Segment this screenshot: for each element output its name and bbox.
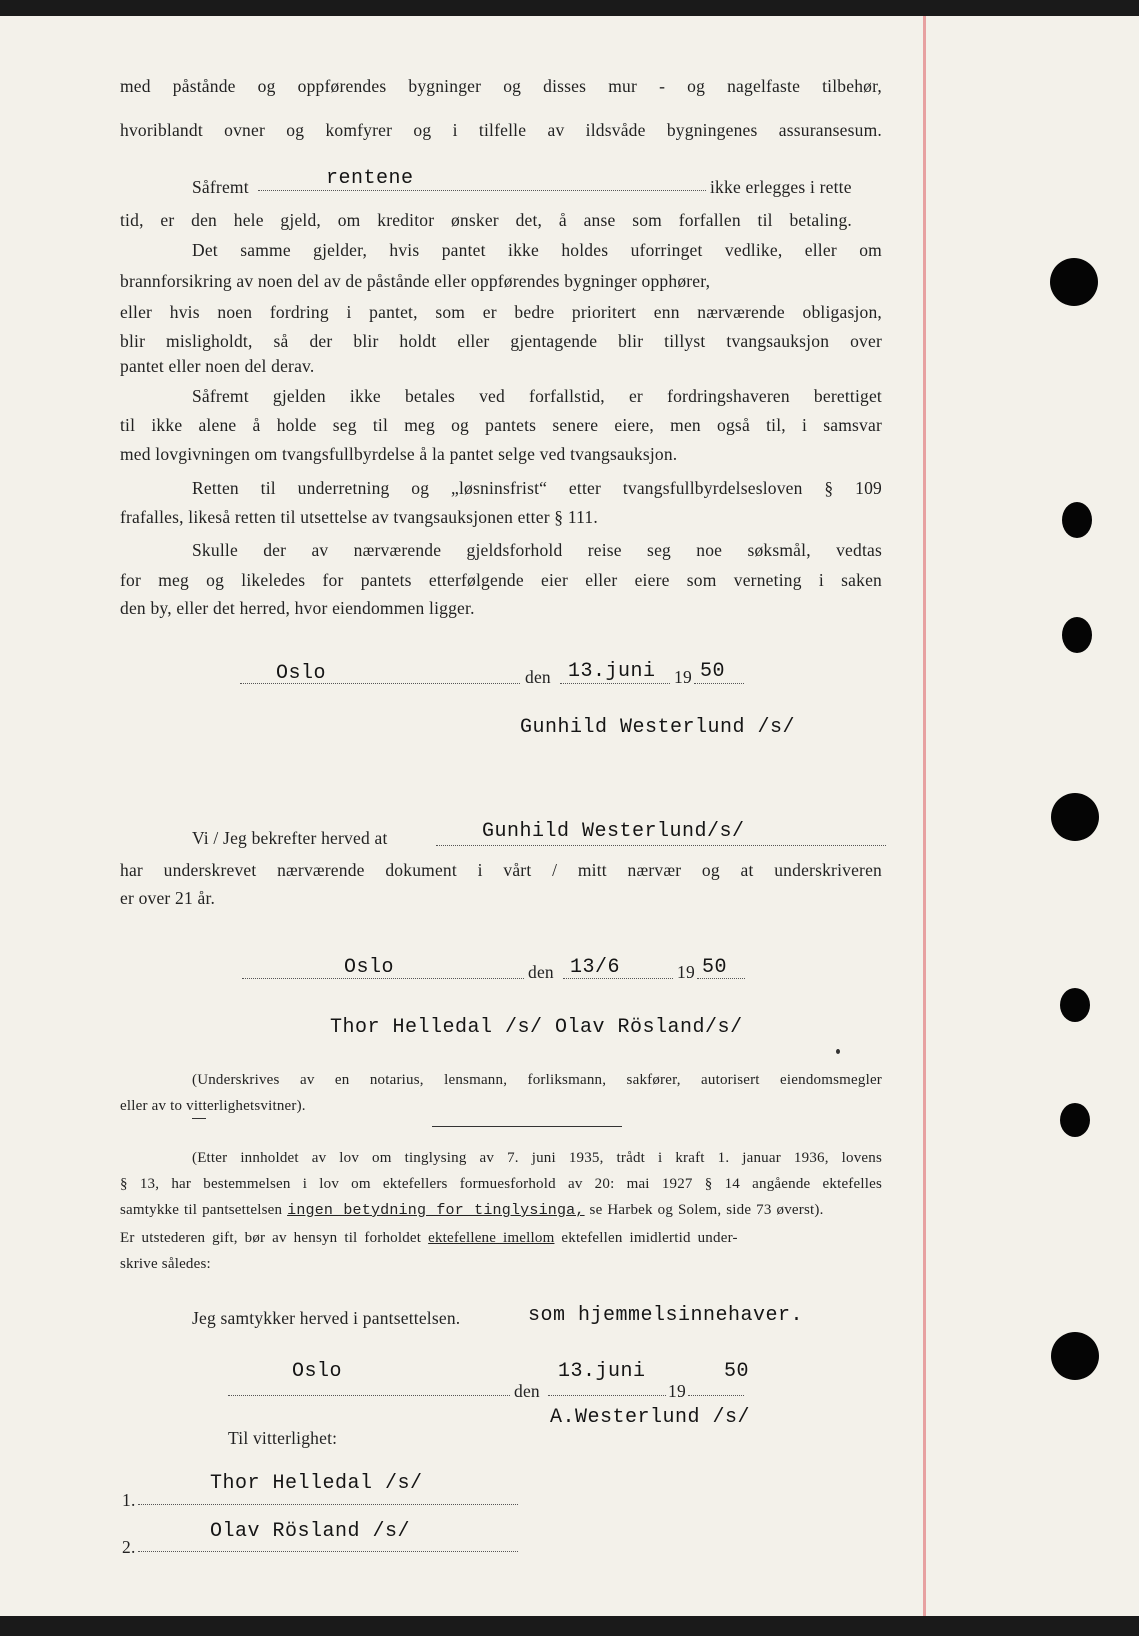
place: Oslo (276, 662, 327, 685)
den-label: den (525, 667, 551, 687)
typed-insert: ingen betydning for tinglysinga, (287, 1202, 585, 1219)
body-line: eller hvis noen fordring i pantet, som er bedre prioritert enn nærværende obligasjon, (120, 302, 882, 322)
note-line (120, 1230, 738, 1247)
margin-rule (923, 16, 926, 1616)
den-label: den (528, 962, 554, 982)
date-line (548, 1395, 666, 1396)
body-line: pantet eller noen del derav. (120, 356, 315, 376)
body-line: blir misligholdt, så der blir holdt eller gjentagende blir tillyst tvangsauksjon over (120, 331, 882, 351)
note-line: § 13, har bestemmelsen i lov om ektefellers formuesforhold av 20: mai 1927 § 14 angående ektefelles (120, 1176, 882, 1192)
signature: Gunhild Westerlund /s/ (520, 716, 796, 739)
year: 50 (724, 1360, 750, 1383)
fill-line (258, 190, 706, 191)
year: 50 (702, 956, 728, 979)
punch-hole (1051, 1332, 1099, 1380)
punch-hole (1051, 793, 1099, 841)
year-prefix: 19 (668, 1381, 686, 1401)
note-line (120, 1202, 824, 1219)
note-text: to (170, 1098, 183, 1114)
den-label: den (514, 1381, 540, 1401)
body-text: Såfremt (192, 177, 249, 197)
body-line: den by, eller det herred, hvor eiendommen ligger. (120, 598, 475, 618)
signature: Thor Helledal /s/ Olav Rösland/s/ (330, 1016, 743, 1039)
year-prefix: 19 (674, 667, 692, 687)
body-line: hvoriblandt ovner og komfyrer og i tilfelle av ildsvåde bygningenes assuransesum. (120, 120, 882, 140)
year-line (694, 683, 744, 684)
body-line: frafalles, likeså retten til utsettelse av tvangsauksjonen etter § 111. (120, 507, 598, 527)
punch-hole (1062, 502, 1092, 538)
body-line: Det samme gjelder, hvis pantet ikke holdes uforringet vedlike, eller om (192, 240, 882, 260)
year: 50 (700, 660, 726, 683)
note-text: eller av (120, 1098, 167, 1114)
witness-name: Olav Rösland /s/ (210, 1520, 411, 1543)
date: 13/6 (570, 956, 621, 979)
typed-entry: rentene (326, 167, 414, 190)
witness-number: 1. (122, 1490, 136, 1510)
year-prefix: 19 (677, 962, 695, 982)
note-text: ektefellen imidlertid under- (561, 1230, 738, 1246)
body-line: Såfremt gjelden ikke betales ved forfallstid, er fordringshaveren berettiget (192, 386, 882, 406)
witness-number: 2. (122, 1537, 136, 1557)
body-line: har underskrevet nærværende dokument i vårt / mitt nærvær og at underskriveren (120, 860, 882, 880)
date: 13.juni (568, 660, 656, 683)
punch-hole (1060, 988, 1090, 1022)
body-line: er over 21 år. (120, 888, 216, 908)
note-text: Er utstederen gift, bør av hensyn til forholdet (120, 1230, 422, 1246)
note-text: vitterlighetsvitner). (186, 1098, 306, 1114)
place: Oslo (344, 956, 395, 979)
pen-mark (192, 1118, 206, 1119)
fill-line (436, 845, 886, 846)
body-line: Skulle der av nærværende gjeldsforhold reise seg noe søksmål, vedtas (192, 540, 882, 560)
body-line: brannforsikring av noen del av de påstånde eller oppførendes bygninger opphører, (120, 271, 711, 291)
place: Oslo (292, 1360, 343, 1383)
underlined-text: ektefellene imellom (428, 1230, 555, 1246)
witness-line (138, 1504, 518, 1505)
typed-entry: som hjemmelsinnehaver. (528, 1304, 804, 1327)
body-line: tid, er den hele gjeld, om kreditor ønsker det, å anse som forfallen til betaling. (120, 210, 852, 230)
note-text: samtykke til pantsettelsen (120, 1202, 283, 1218)
date-line (560, 683, 670, 684)
note-text: se Harbek og Solem, side 73 øverst). (589, 1202, 824, 1218)
body-line: med lovgivningen om tvangsfullbyrdelse å la pantet selge ved tvangsauksjon. (120, 444, 678, 464)
body-text: Vi / Jeg bekrefter herved at (192, 828, 388, 848)
year-line (688, 1395, 744, 1396)
witness-line (138, 1551, 518, 1552)
note-line: skrive således: (120, 1256, 211, 1272)
note-line: (Etter innholdet av lov om tinglysing av 7. juni 1935, trådt i kraft 1. januar 1936, lovens (192, 1150, 882, 1166)
witness-label: Til vitterlighet: (228, 1428, 338, 1448)
body-line: til ikke alene å holde seg til meg og pantets senere eiere, men også til, i samsvar (120, 415, 882, 435)
body-text: ikke erlegges i rette (710, 177, 852, 197)
date: 13.juni (558, 1360, 646, 1383)
consent-text: Jeg samtykker herved i pantsettelsen. (192, 1308, 461, 1328)
signature: A.Westerlund /s/ (550, 1406, 751, 1429)
punch-hole (1062, 617, 1092, 653)
witness-name: Thor Helledal /s/ (210, 1472, 423, 1495)
note-line (120, 1098, 306, 1115)
body-line: Retten til underretning og „løsninsfrist“ etter tvangsfullbyrdelsesloven § 109 (192, 478, 882, 498)
place-line (228, 1395, 510, 1396)
typed-entry: Gunhild Westerlund/s/ (482, 820, 745, 843)
body-line: for meg og likeledes for pantets etterfølgende eier eller eiere som verneting i saken (120, 570, 882, 590)
ink-dot (836, 1049, 840, 1054)
punch-hole (1060, 1103, 1090, 1137)
punch-hole (1050, 258, 1098, 306)
separator-rule (432, 1126, 622, 1127)
body-line: med påstånde og oppførendes bygninger og disses mur - og nagelfaste tilbehør, (120, 76, 882, 96)
note-line: (Underskrives av en notarius, lensmann, forliksmann, sakfører, autorisert eiendomsmegler (192, 1072, 882, 1088)
